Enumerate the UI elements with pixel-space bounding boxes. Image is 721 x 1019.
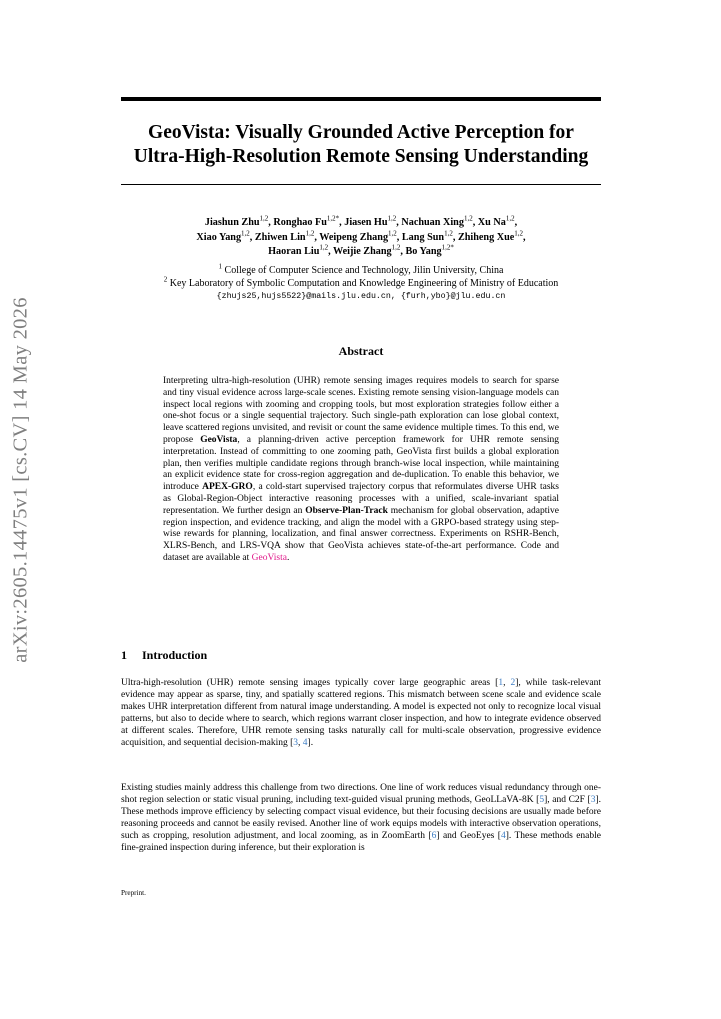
author-name: Jiasen Hu [344,217,388,228]
mechanism-name: Observe-Plan-Track [305,505,388,516]
author-name: Weijie Zhang [333,246,392,257]
author-line-3: Haoran Liu$^{1,2}$, Weijie Zhang$^{1,2}$, Bo Yang$^{1,2*}$ [268,243,454,257]
abstract-heading: Abstract [338,344,384,358]
author-name: Nachuan Xing [401,217,464,228]
author-name: Zhiheng Xue [457,231,515,243]
citation-link[interactable]: 3 [293,737,299,748]
author-name: Lang Sun [401,231,445,243]
citation-link[interactable]: 6 [431,830,437,841]
author-line-1: Jiashun Zhu$^{1,2}$, Ronghao $Fu^{1,2*}$, Jiasen Hu$^{1,2}$, Nachuan Xing$^{1,2}$, Xu Na$^{1,2}$, [204,214,518,228]
author-name: Xiao Yang [196,231,242,243]
affiliations [121,264,601,303]
paper-title: GeoVista: Visually Grounded Active Perception for Ultra-High-Resolution Remote Sensing Understanding [133,122,589,167]
affiliation-2: $^2$ Key Laboratory of Symbolic Computation and Knowledge Engineering of Ministry of Education [163,275,559,289]
section-title: Introduction [142,648,208,662]
title-top-rule [121,97,601,101]
author-name: Zhiwen Lin [254,231,306,243]
author-name: Haoran Liu [268,246,320,257]
citation-link[interactable]: 4 [500,830,506,841]
author-name: Weipeng Zhang [319,231,389,243]
arxiv-identifier[interactable]: arXiv:2605.14475v1 [cs.CV] 14 May 2026 [9,297,32,663]
preprint-footer: Preprint. [121,889,146,897]
author-name: Bo Yang [405,246,442,257]
author-emails: {zhujs25,hujs5522}@mails.jlu.edu.cn, {furh,ybo}@jlu.edu.cn [216,292,506,301]
intro-paragraph-1: Ultra-high-resolution (UHR) remote sensing images typically cover large geographic areas [1, 2], while task-relevant evidence may appear as sparse, tiny, and spatially scattered regions. This mismatch between scene scale and evidence scale makes UHR interpretation different from natural image understanding. A model is expected not only to recognize local visual patterns, but also to decide where to search, which regions warrant closer inspection, and how to integrate evidence observed at different scales. Therefore, UHR remote sensing tasks naturally call for multi-scale observation, progressive evidence acquisition, and sequential decision-making [3, 4]. [121,678,602,748]
citation-link[interactable]: 3 [590,794,596,805]
author-line-2: Xiao Yang$^{1,2}$, Zhiwen Lin$^{1,2}$, Weipeng Zhang$^{1,2}$, Lang Sun$^{1,2}$, Zhiheng Xue$^{1,2}$, [196,229,526,243]
code-link[interactable]: GeoVista [251,552,287,563]
abstract-text: Interpreting ultra-high-resolution (UHR) remote sensing images requires models to search for sparse and tiny visual evidence across large-scale scenes. Existing remote sensing vision-language models can inspect local regions with zooming and cropping tools, but most exploration strategies follow either a one-shot focus or a single sequential trajectory. Such single-path exploration can lose global context, leave scattered regions unvisited, and revisit or count the same evidence multiple times. To this end, we propose GeoVista, a planning-driven active perception framework for UHR remote sensing interpretation. Instead of committing to one zooming path, GeoVista first builds a global exploration plan, then verifies multiple candidate regions through branch-wise local inspection, while maintaining an explicit evidence state for cross-region aggregation and de-duplication. To enable this behavior, we introduce APEX-GRO, a cold-start supervised trajectory corpus that reformulates diverse UHR tasks as Global-Region-Object interactive reasoning processes with a unified, scale-invariant spatial representation. We further design an Observe-Plan-Track mechanism for global observation, adaptive region inspection, and evidence tracking, and align the model with a GRPO-based strategy using step-wise rewards for planning, localization, and final answer correctness. Experiments on RSHR-Bench, XLRS-Bench, and LRS-VQA show that GeoVista achieves state-of-the-art performance. Code and dataset are available at GeoVista. [163,376,559,563]
author-name: Jiashun Zhu [204,217,260,228]
method-name: GeoVista [200,434,238,445]
citation-link[interactable]: 2 [510,678,516,688]
author-list [121,216,601,260]
citation-link[interactable]: 1 [498,678,504,688]
dataset-name: APEX-GRO [202,482,253,493]
author-name: Ronghao Fu [273,217,327,228]
title-bottom-rule [121,184,601,185]
citation-link[interactable]: 5 [539,794,545,805]
citation-link[interactable]: 4 [302,737,308,748]
affiliation-1: $^1$ College of Computer Science and Technology, Jilin University, China [218,262,504,276]
intro-paragraph-2: Existing studies mainly address this challenge from two directions. One line of work reduces visual redundancy through one-shot region selection or static visual pruning, including text-guided visual pruning methods, GeoLLaVA-8K [5], and C2F [3]. These methods improve efficiency by selecting compact visual evidence, but their focusing decisions are usually made before reasoning proceeds and cannot be easily revised. Another line of work equips models with interactive observation operations, such as cropping, resolution adjustment, and local zooming, as in ZoomEarth [6] and GeoEyes [4]. These methods enable fine-grained inspection during inference, but their exploration is [121,783,602,853]
author-name: Xu Na [477,217,506,228]
section-heading-introduction [121,648,601,663]
section-number: 1 [121,648,127,662]
